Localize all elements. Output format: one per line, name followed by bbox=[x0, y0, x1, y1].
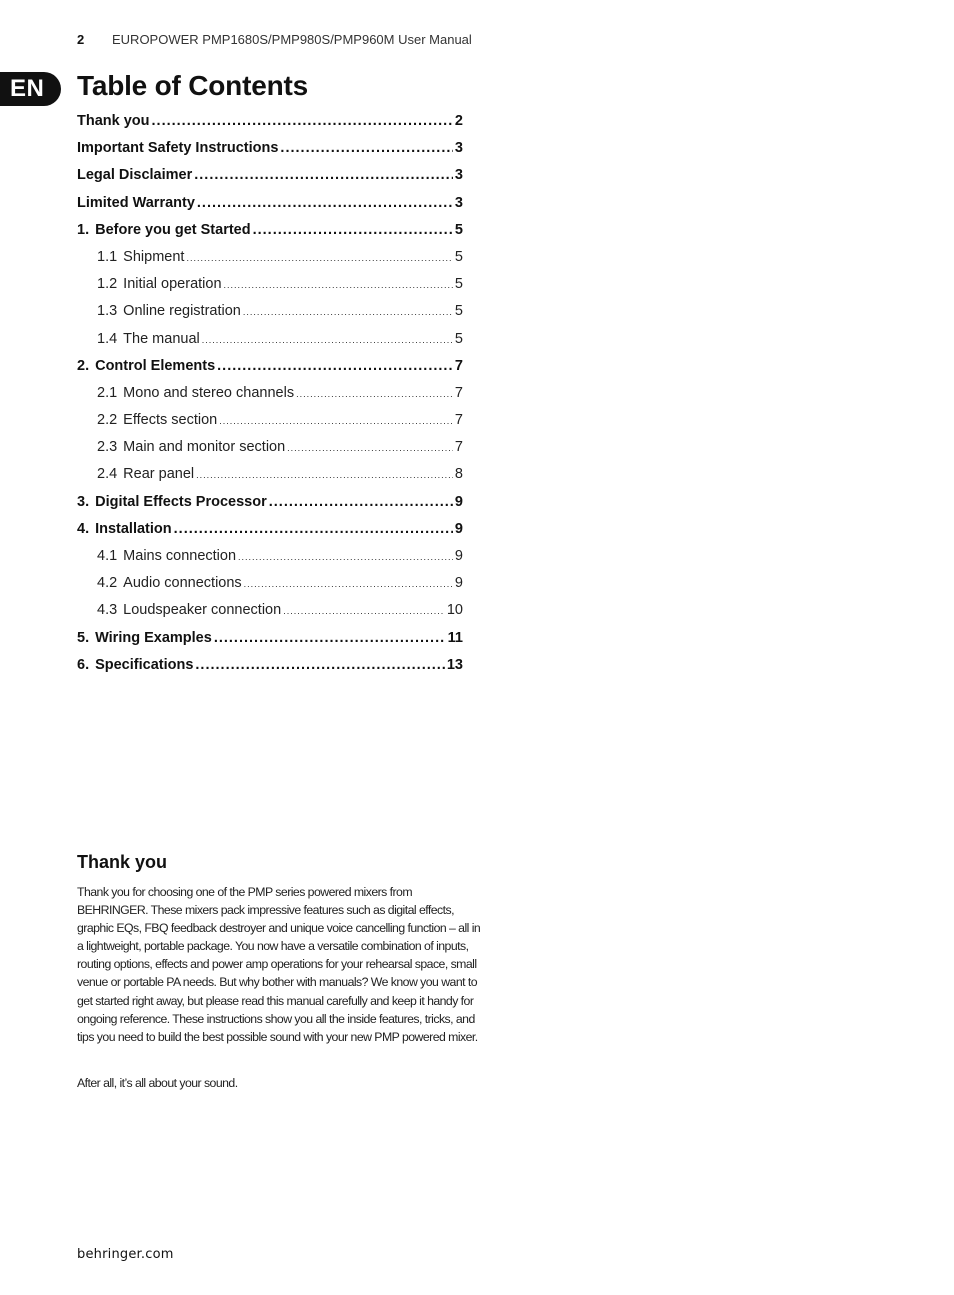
toc-dot-leader bbox=[269, 489, 453, 516]
toc-entry-label: Mono and stereo channels bbox=[123, 384, 295, 401]
toc-entry-label: Limited Warranty bbox=[77, 194, 195, 211]
toc-entry-label: Rear panel bbox=[123, 466, 195, 483]
toc-entry-label: Thank you bbox=[77, 113, 150, 129]
toc-entry-number: 1.1 bbox=[97, 248, 118, 265]
toc-dot-leader bbox=[287, 435, 453, 461]
toc-entry-page: 5 bbox=[454, 276, 463, 293]
toc-entry-number: 5. bbox=[77, 629, 90, 646]
toc-entry-label: Before you get Started bbox=[95, 221, 251, 238]
toc-dot-leader bbox=[219, 408, 453, 434]
toc-entry-number: 3. bbox=[77, 493, 90, 510]
toc-entry-page: 7 bbox=[454, 412, 463, 429]
toc-dot-leader bbox=[238, 544, 453, 570]
toc-entry-page: 9 bbox=[454, 520, 463, 537]
page-number: 2 bbox=[77, 32, 85, 47]
toc-entry-label: Important Safety Instructions bbox=[77, 140, 279, 157]
toc-title: Table of Contents bbox=[77, 70, 308, 101]
toc-entry-page: 5 bbox=[454, 221, 463, 238]
toc-entry[interactable] bbox=[77, 353, 463, 380]
toc-entry[interactable] bbox=[77, 625, 463, 652]
toc-entry-number: 2.2 bbox=[97, 412, 118, 429]
toc-entry-page: 3 bbox=[454, 140, 463, 157]
toc-entry-number: 4. bbox=[77, 520, 90, 537]
toc-entry-page: 9 bbox=[454, 575, 463, 592]
toc-dot-leader bbox=[197, 190, 453, 217]
table-of-contents bbox=[77, 108, 463, 679]
toc-entry-label: Digital Effects Processor bbox=[95, 493, 267, 510]
toc-entry-label: Audio connections bbox=[123, 575, 242, 592]
toc-entry[interactable] bbox=[77, 135, 463, 162]
toc-entry-number: 1.3 bbox=[97, 303, 118, 320]
toc-entry-number: 4.3 bbox=[97, 602, 118, 619]
toc-entry[interactable] bbox=[77, 244, 463, 271]
toc-entry-number: 2. bbox=[77, 357, 90, 374]
toc-dot-leader bbox=[196, 462, 453, 488]
toc-entry[interactable] bbox=[77, 190, 463, 217]
toc-entry-label: Online registration bbox=[123, 303, 241, 320]
toc-entry-page: 7 bbox=[454, 384, 463, 401]
toc-dot-leader bbox=[296, 381, 453, 407]
toc-dot-leader bbox=[280, 135, 453, 162]
toc-entry[interactable] bbox=[77, 597, 463, 624]
language-tab: EN bbox=[0, 72, 61, 106]
toc-entry-number: 1.4 bbox=[97, 330, 118, 347]
toc-dot-leader bbox=[253, 217, 453, 244]
toc-entry-number: 2.4 bbox=[97, 466, 118, 483]
toc-entry-label: The manual bbox=[123, 330, 200, 347]
toc-entry[interactable] bbox=[77, 461, 463, 488]
toc-entry-label: Control Elements bbox=[95, 357, 216, 374]
toc-entry-number: 2.1 bbox=[97, 384, 118, 401]
toc-entry[interactable] bbox=[77, 407, 463, 434]
toc-entry[interactable] bbox=[77, 489, 463, 516]
toc-entry-label: Wiring Examples bbox=[95, 629, 212, 646]
manual-title: EUROPOWER PMP1680S/PMP980S/PMP960M User Manual bbox=[112, 32, 472, 47]
toc-entry-number: 4.2 bbox=[97, 575, 118, 592]
toc-entry[interactable] bbox=[77, 516, 463, 543]
toc-entry[interactable] bbox=[77, 271, 463, 298]
toc-entry[interactable] bbox=[77, 162, 463, 189]
toc-entry-number: 6. bbox=[77, 656, 90, 673]
toc-dot-leader bbox=[244, 571, 453, 597]
toc-entry-number: 2.3 bbox=[97, 439, 118, 456]
toc-entry[interactable] bbox=[77, 570, 463, 597]
toc-entry-page: 2 bbox=[454, 113, 463, 129]
thank-you-paragraph: Thank you for choosing one of the PMP series powered mixers from BEHRINGER. These mixers pack impressive features such as digital effects, graphic EQs, FBQ feedback destroyer and unique voice cancelling function – all in a lightweight, portable package. You now have a versatile combination of inputs, routing options, effects and power amp operations for your rehearsal space, small venue or portable PA needs. But why bother with manuals? We know you want to get started right away, but please read this manual carefully and keep it handy for ongoing reference. These instructions show you all the inside features, tricks, and tips you need to build the best possible sound with your new PMP powered mixer. bbox=[77, 885, 481, 1044]
toc-dot-leader bbox=[214, 625, 446, 652]
toc-entry-label: Legal Disclaimer bbox=[77, 167, 193, 184]
toc-entry-page: 9 bbox=[454, 548, 463, 564]
toc-dot-leader bbox=[152, 108, 453, 135]
toc-entry[interactable] bbox=[77, 298, 463, 325]
toc-entry-page: 3 bbox=[454, 194, 463, 211]
toc-entry-page: 8 bbox=[454, 466, 463, 483]
toc-entry-label: Mains connection bbox=[123, 548, 237, 564]
toc-entry-label: Shipment bbox=[123, 248, 185, 265]
toc-dot-leader bbox=[243, 299, 453, 325]
toc-entry-label: Specifications bbox=[95, 656, 194, 673]
toc-entry-page: 9 bbox=[454, 493, 463, 510]
toc-dot-leader bbox=[194, 162, 453, 189]
toc-entry-page: 7 bbox=[454, 357, 463, 374]
toc-entry[interactable] bbox=[77, 434, 463, 461]
toc-entry-page: 11 bbox=[447, 629, 463, 646]
toc-entry-label: Main and monitor section bbox=[123, 439, 286, 456]
toc-dot-leader bbox=[195, 652, 444, 679]
thank-you-heading: Thank you bbox=[77, 852, 168, 872]
toc-entry-page: 5 bbox=[454, 330, 463, 347]
toc-entry[interactable] bbox=[77, 108, 463, 135]
toc-dot-leader bbox=[224, 272, 453, 298]
toc-entry-label: Initial operation bbox=[123, 276, 222, 293]
toc-dot-leader bbox=[186, 245, 452, 271]
footer-website[interactable]: behringer.com bbox=[77, 1247, 174, 1262]
toc-entry-label: Installation bbox=[95, 520, 172, 537]
toc-entry-page: 10 bbox=[446, 602, 463, 619]
toc-entry[interactable] bbox=[77, 217, 463, 244]
toc-dot-leader bbox=[217, 353, 453, 380]
toc-entry-number: 1. bbox=[77, 221, 90, 238]
toc-entry-number: 4.1 bbox=[97, 548, 118, 564]
toc-entry[interactable] bbox=[77, 326, 463, 353]
thank-you-closing: After all, it’s all about your sound. bbox=[77, 1076, 238, 1090]
toc-entry-number: 1.2 bbox=[97, 276, 118, 293]
toc-dot-leader bbox=[283, 598, 445, 624]
toc-entry-page: 5 bbox=[454, 248, 463, 265]
toc-entry-page: 13 bbox=[446, 656, 463, 673]
toc-dot-leader bbox=[174, 516, 453, 543]
toc-entry[interactable] bbox=[77, 652, 463, 679]
toc-dot-leader bbox=[202, 327, 453, 353]
toc-entry-label: Loudspeaker connection bbox=[123, 602, 282, 619]
toc-entry-page: 7 bbox=[454, 439, 463, 456]
toc-entry-page: 3 bbox=[454, 167, 463, 184]
toc-entry[interactable] bbox=[77, 380, 463, 407]
toc-entry-label: Effects section bbox=[123, 412, 218, 429]
page-header bbox=[77, 32, 472, 47]
toc-entry-page: 5 bbox=[454, 303, 463, 320]
toc-entry[interactable] bbox=[77, 543, 463, 570]
